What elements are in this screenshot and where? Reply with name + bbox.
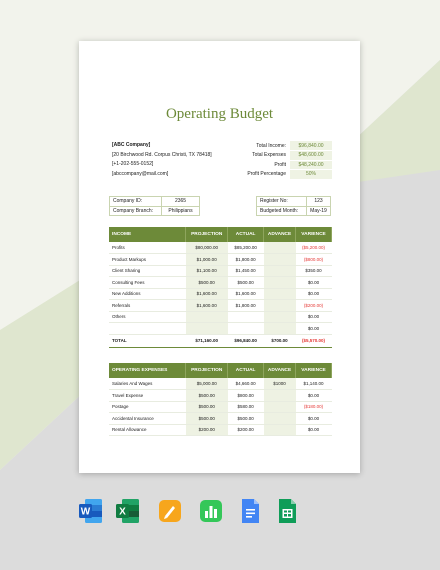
summary-row bbox=[245, 151, 332, 161]
actual-cell: $500.00 bbox=[228, 277, 264, 289]
actual-cell: $1,800.00 bbox=[228, 300, 264, 312]
company-name: [ABC Company] bbox=[112, 142, 151, 148]
variance-cell: ($5,200.00) bbox=[296, 242, 332, 254]
projection-cell: $1,000.00 bbox=[186, 254, 228, 266]
variance-cell: $0.00 bbox=[296, 424, 332, 436]
company-email: [abccompany@mail.com] bbox=[112, 170, 169, 177]
projection-cell: $200.00 bbox=[186, 424, 228, 436]
row-label: Referrals bbox=[109, 300, 186, 312]
actual-cell: $200.00 bbox=[228, 424, 264, 436]
info-label: Budgeted Month: bbox=[257, 206, 307, 216]
variance-cell: $0.00 bbox=[296, 413, 332, 425]
income-table bbox=[109, 227, 332, 348]
row-label: Travel Expense bbox=[109, 390, 186, 402]
advance-cell bbox=[264, 288, 296, 300]
row-label: Accidental Insurance bbox=[109, 413, 186, 425]
summary-value: $48,600.00 bbox=[290, 151, 332, 161]
column-header: ADVANCE bbox=[264, 227, 296, 242]
column-header: PROJECTION bbox=[186, 363, 228, 378]
projection-cell: $1,600.00 bbox=[186, 288, 228, 300]
variance-cell: $0.00 bbox=[296, 323, 332, 335]
variance-cell: $1,140.00 bbox=[296, 378, 332, 390]
summary-label: Profit Percentage bbox=[247, 171, 286, 178]
column-header: ACTUAL bbox=[228, 227, 264, 242]
total-projection: $71,160.00 bbox=[186, 334, 228, 347]
advance-cell bbox=[264, 265, 296, 277]
advance-cell bbox=[264, 413, 296, 425]
table-row bbox=[109, 254, 332, 266]
summary-label: Total Income: bbox=[256, 142, 286, 149]
total-row bbox=[109, 334, 332, 347]
row-label: Rental Allowance bbox=[109, 424, 186, 436]
info-value: May-19 bbox=[307, 206, 331, 216]
variance-cell: $0.00 bbox=[296, 390, 332, 402]
total-actual: $96,840.00 bbox=[228, 334, 264, 347]
table-row bbox=[109, 413, 332, 425]
advance-cell bbox=[264, 390, 296, 402]
info-label: Register No: bbox=[257, 197, 307, 207]
variance-cell: ($200.00) bbox=[296, 300, 332, 312]
summary-row bbox=[245, 160, 332, 170]
expenses-table bbox=[109, 363, 332, 436]
row-label: Client Sharing bbox=[109, 265, 186, 277]
company-address: [20 Birchwood Rd. Corpus Christi, TX 78418] bbox=[112, 151, 212, 158]
total-label: TOTAL bbox=[109, 334, 186, 347]
advance-cell bbox=[264, 311, 296, 323]
projection-cell: $500.00 bbox=[186, 277, 228, 289]
summary-table bbox=[245, 141, 332, 180]
row-label: Product Markups bbox=[109, 254, 186, 266]
column-header: OPERATING EXPENSES bbox=[109, 363, 186, 378]
projection-cell bbox=[186, 311, 228, 323]
actual-cell: $500.00 bbox=[228, 413, 264, 425]
actual-cell: $4,660.00 bbox=[228, 378, 264, 390]
actual-cell bbox=[228, 323, 264, 335]
app-icon-bar bbox=[0, 498, 440, 526]
table-row bbox=[109, 265, 332, 277]
actual-cell: $1,600.00 bbox=[228, 288, 264, 300]
row-label: Others bbox=[109, 311, 186, 323]
projection-cell bbox=[186, 323, 228, 335]
row-label: Profits bbox=[109, 242, 186, 254]
advance-cell bbox=[264, 300, 296, 312]
summary-value: $48,240.00 bbox=[290, 160, 332, 170]
variance-cell: $0.00 bbox=[296, 311, 332, 323]
summary-value: $96,840.00 bbox=[290, 141, 332, 151]
register-info-table bbox=[256, 196, 331, 216]
projection-cell: $500.00 bbox=[186, 390, 228, 402]
column-header: VARIENCE bbox=[296, 363, 332, 378]
table-row bbox=[109, 401, 332, 413]
table-row bbox=[109, 390, 332, 402]
summary-value: 50% bbox=[290, 170, 332, 180]
actual-cell: $800.00 bbox=[228, 390, 264, 402]
projection-cell: $80,000.00 bbox=[186, 242, 228, 254]
info-value: 2365 bbox=[162, 197, 200, 207]
projection-cell: $500.00 bbox=[186, 413, 228, 425]
row-label bbox=[109, 323, 186, 335]
row-label: Salaries And Wages bbox=[109, 378, 186, 390]
company-info-table bbox=[109, 196, 200, 216]
actual-cell: $1,450.00 bbox=[228, 265, 264, 277]
column-header: INCOME bbox=[109, 227, 186, 242]
actual-cell: $580.00 bbox=[228, 401, 264, 413]
word-icon[interactable] bbox=[79, 498, 103, 524]
column-header: VARIENCE bbox=[296, 227, 332, 242]
info-label: Company Branch: bbox=[110, 206, 162, 216]
excel-icon[interactable] bbox=[116, 498, 140, 524]
summary-row bbox=[245, 141, 332, 151]
svg-text:X: X bbox=[119, 506, 126, 518]
advance-cell: $1000 bbox=[264, 378, 296, 390]
budget-document bbox=[79, 41, 360, 473]
summary-label: Total Expenses bbox=[252, 152, 286, 159]
total-advance: $700.00 bbox=[264, 334, 296, 347]
row-label: Consulting Fees bbox=[109, 277, 186, 289]
variance-cell: $0.00 bbox=[296, 288, 332, 300]
table-row bbox=[109, 378, 332, 390]
row-label: New Additions bbox=[109, 288, 186, 300]
advance-cell bbox=[264, 254, 296, 266]
projection-cell: $5,000.00 bbox=[186, 378, 228, 390]
info-value: 123 bbox=[307, 197, 331, 207]
variance-cell: $0.00 bbox=[296, 277, 332, 289]
company-block bbox=[112, 141, 212, 179]
pages-icon[interactable] bbox=[158, 498, 182, 524]
advance-cell bbox=[264, 277, 296, 289]
table-row bbox=[109, 300, 332, 312]
row-label: Postage bbox=[109, 401, 186, 413]
projection-cell: $500.00 bbox=[186, 401, 228, 413]
actual-cell: $1,800.00 bbox=[228, 254, 264, 266]
table-row bbox=[109, 277, 332, 289]
summary-label: Profit bbox=[274, 161, 286, 168]
advance-cell bbox=[264, 242, 296, 254]
advance-cell bbox=[264, 323, 296, 335]
table-row bbox=[109, 311, 332, 323]
table-row bbox=[109, 424, 332, 436]
column-header: PROJECTION bbox=[186, 227, 228, 242]
total-variance: ($5,570.00) bbox=[296, 334, 332, 347]
variance-cell: ($800.00) bbox=[296, 254, 332, 266]
projection-cell: $1,600.00 bbox=[186, 300, 228, 312]
table-row bbox=[109, 242, 332, 254]
variance-cell: $350.00 bbox=[296, 265, 332, 277]
column-header: ADVANCE bbox=[264, 363, 296, 378]
variance-cell: ($180.00) bbox=[296, 401, 332, 413]
actual-cell: $85,200.00 bbox=[228, 242, 264, 254]
document-title: Operating Budget bbox=[165, 106, 274, 122]
summary-row bbox=[245, 170, 332, 180]
company-phone: [+1-202-555-0152] bbox=[112, 161, 154, 167]
advance-cell bbox=[264, 424, 296, 436]
advance-cell bbox=[264, 401, 296, 413]
info-value: Philippians bbox=[162, 206, 200, 216]
projection-cell: $1,100.00 bbox=[186, 265, 228, 277]
numbers-icon[interactable] bbox=[199, 498, 223, 524]
google-sheets-icon[interactable] bbox=[275, 498, 299, 524]
actual-cell bbox=[228, 311, 264, 323]
table-row bbox=[109, 288, 332, 300]
table-row bbox=[109, 323, 332, 335]
google-docs-icon[interactable] bbox=[238, 498, 262, 524]
column-header: ACTUAL bbox=[228, 363, 264, 378]
info-label: Company ID: bbox=[110, 197, 162, 207]
svg-text:W: W bbox=[80, 506, 91, 518]
